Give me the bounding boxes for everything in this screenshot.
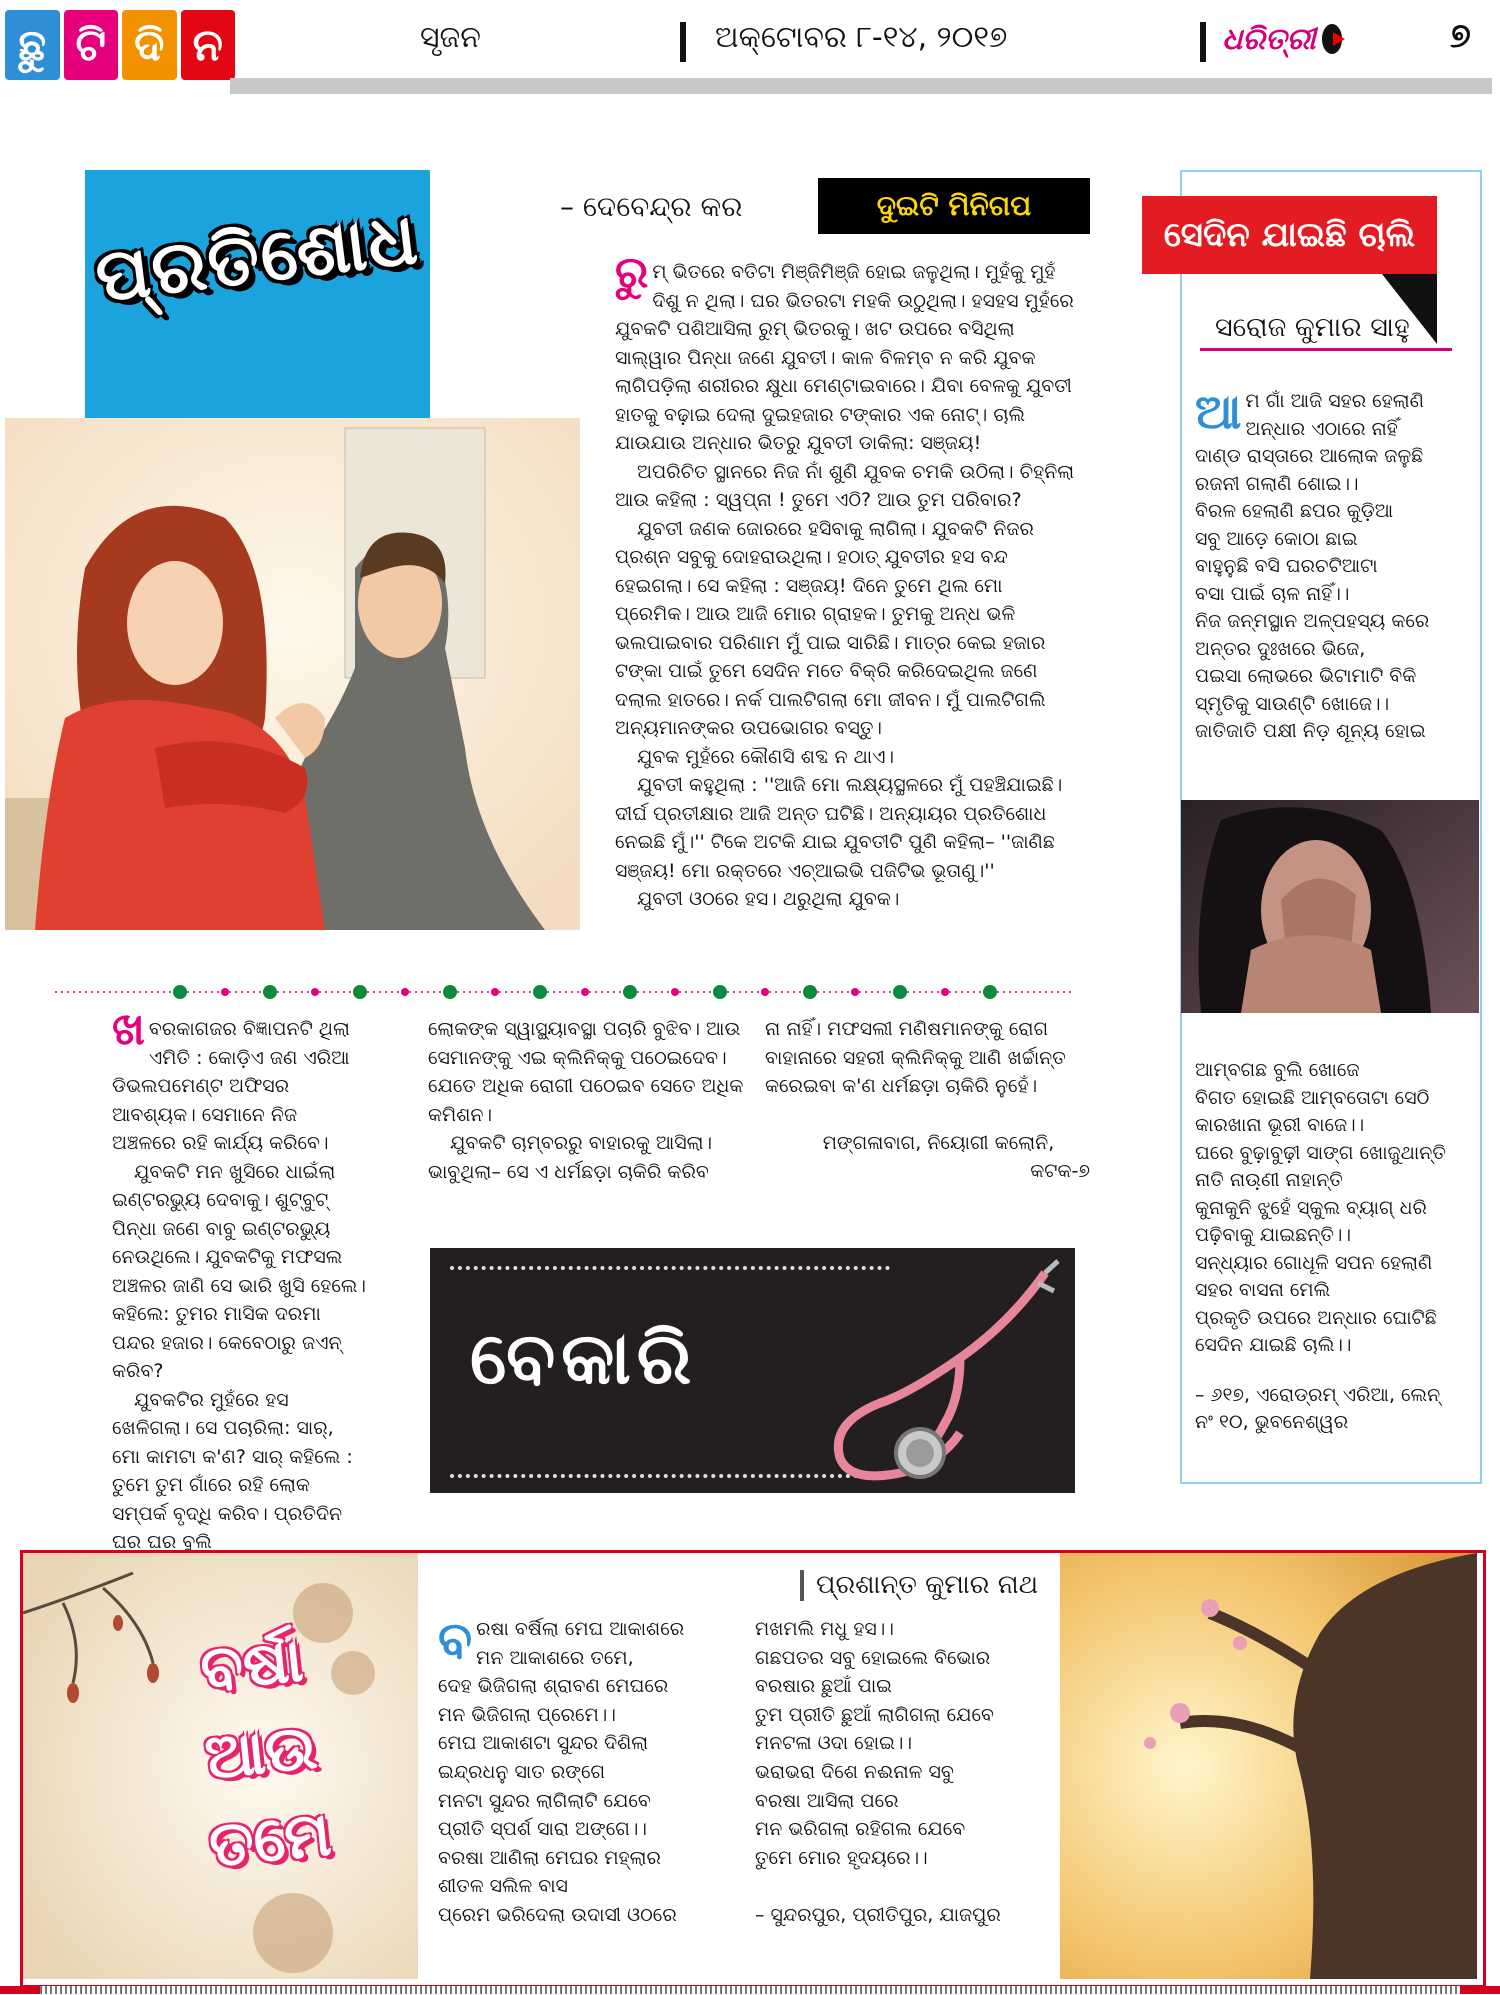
poem-line: ମନଟା ସୁନ୍ଦର ଲାଗିଲାଟି ଯେବେ [438, 1789, 651, 1812]
paragraph: ଯୁବତୀ ଜଣକ ଜୋରରେ ହସିବାକୁ ଲାଗିଲା। ଯୁବକଟି ନିଜର ପ୍ରଶ୍ନ ସବୁକୁ ଦୋହରାଉଥିଲା। ହଠାତ୍ ଯୁବତୀର ହସ ବନ୍ଦ ହେଇଗଲା। ସେ କହିଲା : ସଞ୍ଜୟ! ଦିନେ ତୁମେ ଥିଲ ମୋ ପ୍ରେମିକ। ଆଉ ଆଜି ମୋର ଗ୍ରାହକ। ତୁମକୁ ଅନ୍ଧ ଭଳି ଭଲପାଇବାର ପରିଣାମ ମୁଁ ପାଇ ସାରିଛି। ମାତ୍ର କେଇ ହଜାର ଟଙ୍କା ପାଇଁ ତୁମେ ସେଦିନ ମତେ ବିକ୍ରି କରିଦେଇଥିଲ ଜଣେ ଦଲାଲ ହାତରେ। ନର୍କ ପାଲଟିଗଲା ମୋ ଜୀବନ। ମୁଁ ପାଲଟିଗଲି ଅନ୍ୟମାନଙ୍କର ଉପଭୋଗର ବସ୍ତୁ। [615, 517, 1046, 739]
poem-line: ନାତି ନାଉ଼ଣୀ ନାହାନ୍ତି [1195, 1169, 1343, 1191]
author-address: କଟକ-୭ [1030, 1160, 1090, 1182]
poem-line: ଭରାଭରା ଦିଶେ ନଈନାଳ ସବୁ [755, 1760, 954, 1783]
story2-column [112, 1004, 367, 1557]
paragraph: ଯୁବତୀ କହୁଥିଲା : ''ଆଜି ମୋ ଲକ୍ଷ୍ୟସ୍ଥଳରେ ମୁଁ ପହଞ୍ଚିଯାଇଛି। ଦୀର୍ଘ ପ୍ରତୀକ୍ଷାର ଆଜି ଅନ୍ତ ଘଟିଛି। ଅନ୍ୟାୟର ପ୍ରତିଶୋଧ ନେଇଛି ମୁଁ।'' ଟିକେ ଅଟକି ଯାଇ ଯୁବତୀଟି ପୁଣି କହିଲା– ''ଜାଣିଛ ସଞ୍ଜୟ! ମୋ ରକ୍ତରେ ଏଚ୍ଆଇଭି ପଜିଟିଭ ଭୂତାଣୁ।'' [615, 774, 1063, 882]
story-author: – ଦେବେନ୍ଦ୍ର କର [560, 190, 743, 223]
author-underline [1200, 348, 1452, 351]
poem-line: ଅନ୍ତର ଦୁଃଖରେ ଭିଜେ, [1195, 637, 1366, 660]
masthead-logo [5, 10, 235, 80]
poem2-column [755, 1615, 1055, 1930]
poem-line: ବିଗତ ହୋଇଛି ଆମ୍ବତୋଟା ସେଠି [1195, 1086, 1430, 1109]
poem-line: ତୁମେ ମୋର ହୃଦୟରେ।। [755, 1846, 928, 1869]
paragraph: ଯୁବକଟି ଚାମ୍ବରରୁ ବାହାରକୁ ଆସିଲା। ଭାବୁଥିଲା– ସେ ଏ ଧର୍ମଛଡ଼ା ଚାକିରି କରିବ [428, 1132, 713, 1183]
poem-line: ମନ ଭିଜିଗଲା ପ୍ରେମେ।। [438, 1703, 616, 1726]
poem-line: ଶୀତଳ ସଲିଳ ବାସ [438, 1875, 568, 1898]
poem-line [755, 1872, 1055, 1901]
couple-illustration [5, 418, 580, 930]
play-icon [1322, 24, 1342, 54]
paragraph: ରୁମ୍ ଭିତରେ ବତିଟା ମିଞ୍ଜିମିଞ୍ଜି ହୋଇ ଜଳୁଥିଲା। ମୁହଁକୁ ମୁହଁ ଦିଶୁ ନ ଥିଲା। ଘର ଭିତରଟା ମହକି ଉଠୁଥିଲା। ହସହସ ମୁହଁରେ ଯୁବକଟି ପଶିଆସିଲା ରୁମ୍ ଭିତରକୁ। ଖଟ ଉପରେ ବସିଥିଲା ସାଲ୍ୱାର ପିନ୍ଧା ଜଣେ ଯୁବତୀ। କାଳ ବିଳମ୍ବ ନ କରି ଯୁବକ ଲାଗିପଡ଼ିଲା ଶରୀରର କ୍ଷୁଧା ମେଣ୍ଟାଇବାରେ। ଯିବା ବେଳକୁ ଯୁବତୀ ହାତକୁ ବଢ଼ାଇ ଦେଲା ଦୁଇହଜାର ଟଙ୍କାର ଏକ ନୋଟ୍। ଚାଲି ଯାଉଯାଉ ଅନ୍ଧାର ଭିତରୁ ଯୁବତୀ ଡାକିଲା: ସଞ୍ଜୟ! [615, 247, 1074, 454]
poem-line: ଆମ ଗାଁ ଆଜି ସହର ହେଲାଣି [1195, 384, 1424, 440]
footer-rule [40, 1986, 1480, 1994]
poem2-title-line: ଆଉ [201, 1709, 321, 1794]
poem-line: ମନ ଭରିଗଲା ରହିଗଲ ଯେବେ [755, 1818, 966, 1841]
poem-line: ମଖମଲି ମଧୁ ହସ।। [755, 1618, 894, 1640]
poem-line: ବିରଳ ହେଲାଣି ଛପର କୁଡ଼ିଆ [1195, 500, 1394, 522]
ornament-divider [55, 982, 1075, 1002]
poem-stanza [1195, 384, 1475, 746]
sad-woman-photo [1181, 800, 1479, 1013]
stethoscope-icon [810, 1253, 1070, 1488]
footer-accent [0, 1986, 40, 1994]
poem2-column [438, 1611, 728, 1930]
poem-stanza [1195, 1057, 1475, 1437]
story-body [615, 247, 1075, 914]
masthead-letter: ନ [181, 10, 236, 80]
poem-line: ବରଷା ବର୍ଷିଲା ମେଘ ଆକାଶରେ [438, 1611, 685, 1669]
author-address: ମଙ୍ଗଳାବାଗ, ନିୟୋଗୀ କଲୋନି, [822, 1131, 1055, 1154]
poem-line: ରଜନୀ ଗଲାଣି ଶୋଇ।। [1195, 472, 1359, 495]
paragraph: ଖବରକାଗଜର ବିଜ୍ଞାପନଟି ଥିଲା ଏମିତି : କୋଡ଼ିଏ ଜଣ ଏରିଆ ଡିଭଲପମେଣ୍ଟ ଅଫିସର ଆବଶ୍ୟକ। ସେମାନେ ନିଜ ଅଞ୍ଚଳରେ ରହି କାର୍ଯ୍ୟ କରିବେ। [112, 1004, 350, 1154]
paragraph: ଯୁବକଟିର ମୁହଁରେ ହସ ଖେଳିଗଲା। ସେ ପଚାରିଲା: ସାର୍, ମୋ କାମଟା କ'ଣ? ସାର୍ କହିଲେ : ତୁମେ ତୁମ ଗାଁରେ ରହି ଲୋକ ସମ୍ପର୍କ ବୃଦ୍ଧି କରିବ। ପ୍ରତିଦିନ ଘର ଘର ବୁଲି [112, 1388, 353, 1553]
tree-blossom-art [1060, 1553, 1477, 1979]
paragraph: ଲୋକଙ୍କ ସ୍ୱାସ୍ଥ୍ୟାବସ୍ଥା ପଚାରି ବୁଝିବ। ଆଉ ସେମାନଙ୍କୁ ଏଇ କ୍ଲିନିକ୍‌କୁ ପଠେଇଦେବ। ଯେତେ ଅଧିକ ରୋଗୀ ପଠେଇବ ସେତେ ଅଧିକ କମିଶନ। [428, 1018, 744, 1126]
poem-line: ଘରେ ବୁଢ଼ାବୁଢ଼ୀ ସାଙ୍ଗ ଖୋଜୁଥାନ୍ତି [1195, 1141, 1446, 1164]
poem-line: ପଢ଼ିବାକୁ ଯାଇଛନ୍ତି।। [1195, 1224, 1352, 1246]
category-badge: ଦୁଇଟି ମିନିଗପ [818, 178, 1090, 234]
author-address: – ସୁନ୍ଦରପୁର, ପ୍ରୀତିପୁର, ଯାଜପୁର [755, 1903, 1001, 1926]
poem-line: ତୁମ ପ୍ରୀତି ଛୁଆଁ ଲାଗିଗଲା ଯେବେ [755, 1703, 994, 1726]
masthead-letter: ଦି [122, 10, 177, 80]
poem-line: ଇନ୍ଦ୍ରଧନୁ ସାତ ରଙ୍ଗେ [438, 1760, 606, 1783]
section-name: ସୃଜନ [420, 20, 481, 55]
poem-line: ସ୍ମୃତିକୁ ସାଉଣ୍ଟି ଖୋଜେ।। [1195, 692, 1390, 715]
poem-author: ସରୋଜ କୁମାର ସାହୁ [1215, 312, 1410, 343]
poem-line: ସହର ବାସନା ମେଲି [1195, 1279, 1331, 1301]
poem-line: କାରଖାନା ଭୂରୀ ବାଜେ।। [1195, 1114, 1365, 1136]
brand-name: ଧରିତ୍ରୀ [1222, 21, 1316, 57]
poem-line: ଅନ୍ଧାର ଏଠାରେ ନାହିଁ [1245, 417, 1398, 440]
poem-line: ଗଛପତର ସବୁ ହୋଇଲେ ବିଭୋର [755, 1646, 991, 1669]
paragraph: ନା ନାହିଁ। ମଫସଲୀ ମଣିଷମାନଙ୍କୁ ରୋଗ ବାହାନାରେ ସହରୀ କ୍ଲିନିକ୍‌କୁ ଆଣି ଖର୍ଚ୍ଚାନ୍ତ କରେଇବା କ'ଣ ଧର୍ମଛଡ଼ା ଚାକିରି ନୁହେଁ। [765, 1018, 1066, 1097]
poem-line: ବରଷା ଆଣିଲା ମେଘର ମହ୍ଲାର [438, 1846, 661, 1869]
paragraph: ଯୁବତୀ ଓଠରେ ହସ। ଥରୁଥିଲା ଯୁବକ। [637, 888, 900, 910]
masthead-letter: ଟି [64, 10, 119, 80]
poem2-author: ପ୍ରଶାନ୍ତ କୁମାର ନାଥ [800, 1570, 1038, 1601]
header-divider [680, 22, 686, 62]
poem-title: ସେଦିନ ଯାଇଛି ଚାଲି [1142, 196, 1437, 274]
poem-line: ସନ୍ଧ୍ୟାର ଗୋଧୂଳି ସପନ ହେଲାଣି [1195, 1251, 1433, 1274]
poem-line: ଜାତିଜାତି ପକ୍ଷୀ ନିଡ଼ ଶୂନ୍ୟ ହୋଇ [1195, 720, 1426, 742]
poem-line: ପ୍ରେମ ଭରିଦେଲା ଉଦାସୀ ଓଠରେ [438, 1903, 677, 1926]
drop-cap: ରୁ [615, 247, 649, 298]
masthead-letter: ଛୁ [5, 10, 60, 80]
poem-line: ପ୍ରୀତି ସ୍ପର୍ଶ ସାରା ଅଙ୍ଗେ।। [438, 1818, 647, 1841]
poem-line: ବାହୁନୁଛି ବସି ଘରଚଟିଆଟା [1195, 555, 1378, 577]
author-address: – ୬୧୭, ଏରୋଡ୍ରମ୍ ଏରିଆ, ଲେନ୍ [1195, 1383, 1441, 1406]
poem-line: କୁନାକୁନି ଝୁହେଁ ସ୍କୁଲ ବ୍ୟାଗ୍ ଧରି [1195, 1196, 1427, 1219]
poem-line: ମନ ଆକାଶରେ ତମେ, [476, 1646, 634, 1669]
poem-line: ବସା ପାଇଁ ଚାଳ ନାହିଁ।। [1195, 582, 1350, 605]
footer-accent [1460, 1986, 1500, 1994]
author-address: ନଂ ୧୦, ଭୁବନେଶ୍ୱର [1195, 1411, 1349, 1433]
poem2-title-line: ବର୍ଷା [196, 1622, 307, 1706]
paragraph: ଅପରିଚିତ ସ୍ଥାନରେ ନିଜ ନାଁ ଶୁଣି ଯୁବକ ଚମକି ଉଠିଲା। ଚିହ୍ନିଲା ଆଉ କହିଲା : ସ୍ୱପ୍ନା ! ତୁମେ ଏଠି? ଆଉ ତୁମ ପରିବାର? [615, 460, 1075, 511]
poem-line: ସେଦିନ ଯାଇଛି ଚାଲି।। [1195, 1334, 1352, 1356]
header-rule [230, 78, 1492, 94]
paragraph: ଯୁବକଟି ମନ ଖୁସିରେ ଧାଇଁଲା ଇଣ୍ଟରଭ୍ୟୁ ଦେବାକୁ। ଶୁଟ୍‌ବୁଟ୍ ପିନ୍ଧା ଜଣେ ବାବୁ ଇଣ୍ଟରଭ୍ୟୁ ନେଉଥିଲେ। ଯୁବକଟିକୁ ମଫସଲ ଅଞ୍ଚଳର ଜାଣି ସେ ଭାରି ଖୁସି ହେଲେ। କହିଲେ: ତୁମର ମାସିକ ଦରମା ପନ୍ଦର ହଜାର। କେବେଠାରୁ ଜଏନ୍ କରିବ? [112, 1160, 366, 1382]
poem-line: ପଇସା ଲୋଭରେ ଭିଟାମାଟି ବିକି [1195, 665, 1417, 687]
poem-line: ଆମ୍ବଗଛ ବୁଲି ଖୋଜେ [1195, 1059, 1360, 1081]
drop-cap: ଖ [112, 1004, 145, 1055]
drop-cap: ଆ [1195, 384, 1242, 440]
story2-title: ବେକାରି [470, 1316, 698, 1400]
page-number: ୭ [1450, 16, 1471, 56]
poem-line: ମନଟଳା ଓଦା ହୋଇ।। [755, 1732, 913, 1755]
drop-cap: ବ [438, 1611, 473, 1669]
poem-line: ନିଜ ଜନ୍ମସ୍ଥାନ ଅଳ୍ପହସ୍ୟ କରେ [1195, 610, 1430, 632]
poem-line: ମେଘ ଆକାଶଟା ସୁନ୍ଦର ଦିଶିଲା [438, 1732, 649, 1755]
poem-line: ଦେହ ଭିଜିଗଲା ଶ୍ରାବଣ ମେଘରେ [438, 1675, 669, 1698]
poem-line: ପ୍ରକୃତି ଉପରେ ଅନ୍ଧାର ଘୋଟିଛି [1195, 1306, 1437, 1329]
story2-column [765, 1015, 1090, 1186]
header-divider [1200, 22, 1206, 62]
story2-banner [430, 1248, 1075, 1493]
poem-line: ସବୁ ଆଡ଼େ କୋଠା ଛାଇ [1195, 527, 1358, 550]
poem-line: ବରଷା ଆସିଲା ପରେ [755, 1789, 899, 1812]
poem-line: ଦାଣ୍ଡ ରାସ୍ତାରେ ଆଲୋକ ଜଳୁଛି [1195, 445, 1424, 467]
issue-date: ଅକ୍ଟୋବର ୮-୧୪, ୨୦୧୭ [715, 20, 1008, 55]
paragraph: ଯୁବକ ମୁହଁରେ କୌଣସି ଶବ୍ଦ ନ ଥାଏ। [637, 745, 895, 768]
story2-column [428, 1015, 748, 1186]
poem-line: ବରଷାର ଛୁଆଁ ପାଇ [755, 1675, 892, 1698]
story-title: ପ୍ରତିଶୋଧ [90, 195, 424, 319]
poem2-title-line: ତମେ [205, 1796, 335, 1882]
brand-logo[interactable] [1222, 16, 1342, 62]
